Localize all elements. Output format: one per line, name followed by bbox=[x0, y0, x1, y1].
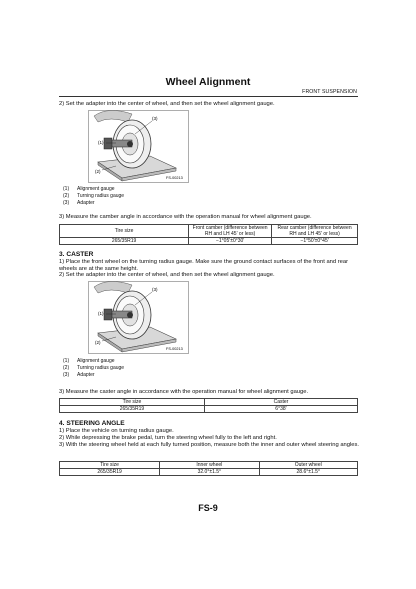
legend-item: (3) Adapter bbox=[63, 199, 95, 206]
table-cell: 265/35R19 bbox=[60, 469, 160, 476]
table-header-cell: Inner wheel bbox=[160, 462, 259, 469]
page-number: FS-9 bbox=[198, 503, 218, 513]
camber-step-2: 2) Set the adapter into the center of wheel, and then set the wheel alignment gauge. bbox=[59, 101, 275, 107]
caster-table bbox=[59, 398, 358, 413]
caster-step-3: 3) Measure the caster angle in accordance with the operation manual for wheel alignment gauge. bbox=[59, 389, 309, 395]
table-cell: 6°38' bbox=[204, 406, 357, 413]
header-rule bbox=[59, 96, 358, 97]
steering-table bbox=[59, 461, 358, 476]
caster-step-1: 1) Place the front wheel on the turning radius gauge. Make sure the ground contact surfaces of the front and rear wheels are at the same height. bbox=[59, 259, 349, 272]
table-header-cell: Tire size bbox=[60, 462, 160, 469]
figure-1-callout-1: (1) bbox=[98, 140, 104, 145]
table-header-cell: Caster bbox=[204, 399, 357, 406]
page-title: Wheel Alignment bbox=[165, 76, 251, 88]
steering-step-2: 2) While depressing the brake pedal, turn the steering wheel fully to the left and right. bbox=[59, 435, 277, 441]
figure-2-legend bbox=[63, 358, 124, 378]
steering-heading: 4. STEERING ANGLE bbox=[59, 420, 125, 427]
table-header-cell: Outer wheel bbox=[259, 462, 357, 469]
table-header-row bbox=[60, 399, 358, 406]
table-cell: 265/35R19 bbox=[60, 238, 189, 245]
legend-item: (2) Turning radius gauge bbox=[63, 192, 125, 199]
figure-2-callout-1: (1) bbox=[98, 311, 104, 316]
table-header-cell: Rear camber (difference between RH and LH 45' or less) bbox=[272, 225, 358, 238]
table-cell: 265/35R19 bbox=[60, 406, 205, 413]
table-header-row bbox=[60, 462, 358, 469]
caster-step-2: 2) Set the adapter into the center of wheel, and then set the wheel alignment gauge. bbox=[59, 272, 275, 278]
table-row bbox=[60, 469, 358, 476]
legend-item: (3) Adapter bbox=[63, 371, 95, 378]
table-row bbox=[60, 238, 358, 245]
table-header-cell: Tire size bbox=[60, 399, 205, 406]
figure-2 bbox=[88, 281, 189, 354]
camber-step-3: 3) Measure the camber angle in accordance with the operation manual for wheel alignment gauge. bbox=[59, 214, 312, 220]
figure-1-legend bbox=[63, 186, 124, 206]
figure-2-code: FS-00213 bbox=[166, 347, 183, 351]
figure-2-callout-3: (3) bbox=[152, 287, 158, 292]
table-header-cell: Tire size bbox=[60, 225, 189, 238]
table-cell: −1°50'±0°45' bbox=[272, 238, 358, 245]
legend-item: (2) Turning radius gauge bbox=[63, 364, 125, 371]
table-row bbox=[60, 406, 358, 413]
figure-1-code: FS-00213 bbox=[166, 176, 183, 180]
figure-1-callout-3: (3) bbox=[152, 116, 158, 121]
table-cell: −1°05'±0°30' bbox=[189, 238, 272, 245]
table-cell: 28.6°±1.5° bbox=[259, 469, 357, 476]
figure-1 bbox=[88, 110, 189, 183]
caster-heading: 3. CASTER bbox=[59, 251, 94, 258]
table-header-row bbox=[60, 225, 358, 238]
table-header-cell: Front camber (difference between RH and LH 45' or less) bbox=[189, 225, 272, 238]
steering-step-3: 3) With the steering wheel held at each fully turned position, measure both the inner and outer wheel steering angles. bbox=[59, 442, 360, 448]
legend-item: (1) Alignment gauge bbox=[63, 358, 115, 364]
camber-table bbox=[59, 224, 358, 245]
figure-2-callout-2: (2) bbox=[95, 340, 101, 345]
legend-item: (1) Alignment gauge bbox=[63, 186, 115, 192]
figure-1-callout-2: (2) bbox=[95, 169, 101, 174]
wheel-alignment-illustration bbox=[88, 110, 189, 183]
table-cell: 32.0°±1.5° bbox=[160, 469, 259, 476]
section-header: FRONT SUSPENSION bbox=[302, 89, 357, 95]
wheel-alignment-illustration bbox=[88, 281, 189, 354]
steering-step-1: 1) Place the vehicle on turning radius gauge. bbox=[59, 428, 174, 434]
